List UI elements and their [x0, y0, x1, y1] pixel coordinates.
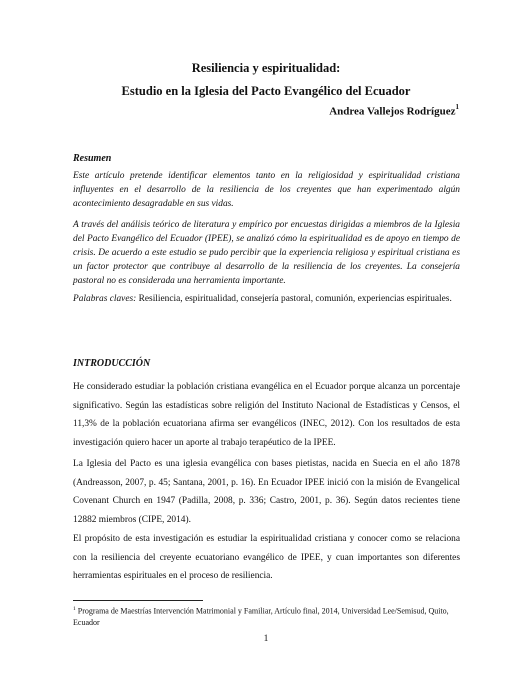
- intro-paragraph-1-block: [73, 378, 460, 452]
- section-heading: INTRODUCCIÓN: [73, 358, 151, 369]
- intro-paragraph-3-block: [73, 530, 460, 586]
- keywords-text: Resiliencia, espiritualidad, consejería pastoral, comunión, experiencias espirituales.: [138, 294, 452, 304]
- body-paragraph-2: La Iglesia del Pacto es una iglesia evangélica con bases pietistas, nacida en Suecia en el año 1878 (Andreasson, 2007, p. 45; Santana, 2001, p. 16). En Ecuador IPEE inició con la misión de Evangelical Covenant Church en 1947 (Padilla, 2008, p. 336; Castro, 2001, p. 36). Según datos recientes tiene 12882 miembros (CIPE, 2014).: [73, 459, 460, 525]
- page-number: 1: [263, 634, 269, 644]
- intro-heading-block: [73, 357, 460, 370]
- intro-paragraph-2-block: [73, 455, 460, 529]
- keywords-label: Palabras claves:: [73, 294, 137, 304]
- author-footnote-mark: 1: [455, 103, 459, 111]
- keywords-block: [73, 292, 460, 306]
- paper-subtitle: Estudio en la Iglesia del Pacto Evangélico del Ecuador: [121, 84, 411, 98]
- abstract-paragraph-2: A través del análisis teórico de literatura y empírico por encuestas dirigidas a miembros de la Iglesia del Pacto Evangélico del Ecuador (IPEE), se analizó cómo la espiritualidad es de apoyo en tiempo de crisis. De acuerdo a este estudio se pudo percibir que la experiencia religiosa y espiritual cristiana es un factor protector que contribuye al desarrollo de la resiliencia de los creyentes. La consejería pastoral no es considerada una herramienta importante.: [73, 220, 460, 286]
- abstract-paragraph-1-block: [73, 169, 460, 211]
- abstract-paragraph-1: Este artículo pretende identificar elementos tanto en la religiosidad y espiritualidad cristiana influyentes en el desarrollo de la resiliencia de los creyentes que han experimentado algún acontecimiento desagradable en sus vidas.: [73, 171, 460, 209]
- paper-title: Resiliencia y espiritualidad:: [191, 61, 341, 75]
- body-paragraph-3: El propósito de esta investigación es estudiar la espiritualidad cristiana y conocer como se relaciona con la resiliencia del creyente ecuatoriano evangélico de IPEE, y cuan importantes son diferentes herramientas espirituales en el proceso de resiliencia.: [73, 534, 460, 582]
- author-name: [329, 101, 459, 119]
- footnote: [73, 604, 460, 628]
- keywords-paragraph: [73, 292, 460, 306]
- abstract-heading-block: [73, 152, 460, 165]
- body-paragraph-1: He considerado estudiar la población cristiana evangélica en el Ecuador porque alcanza un porcentaje significativo. Según las estadísticas sobre religión del Instituto Nacional de Estadísticas y Censos, el 11,3% de la población ecuatoriana afirma ser evangélicos (INEC, 2012). Con los resultados de esta investigación quiero hacer un aporte al trabajo terapéutico de la IPEE.: [73, 382, 460, 448]
- abstract-paragraph-2-block: [73, 218, 460, 288]
- footnote-divider: [73, 600, 203, 601]
- footnote-text: Programa de Maestrías Intervención Matrimonial y Familiar, Artículo final, 2014, Universidad Lee/Semisud, Quito, Ecuador: [73, 606, 449, 627]
- author-name-text: Andrea Vallejos Rodríguez: [329, 105, 456, 118]
- abstract-heading: Resumen: [73, 153, 112, 164]
- footnote-mark: 1: [73, 606, 76, 612]
